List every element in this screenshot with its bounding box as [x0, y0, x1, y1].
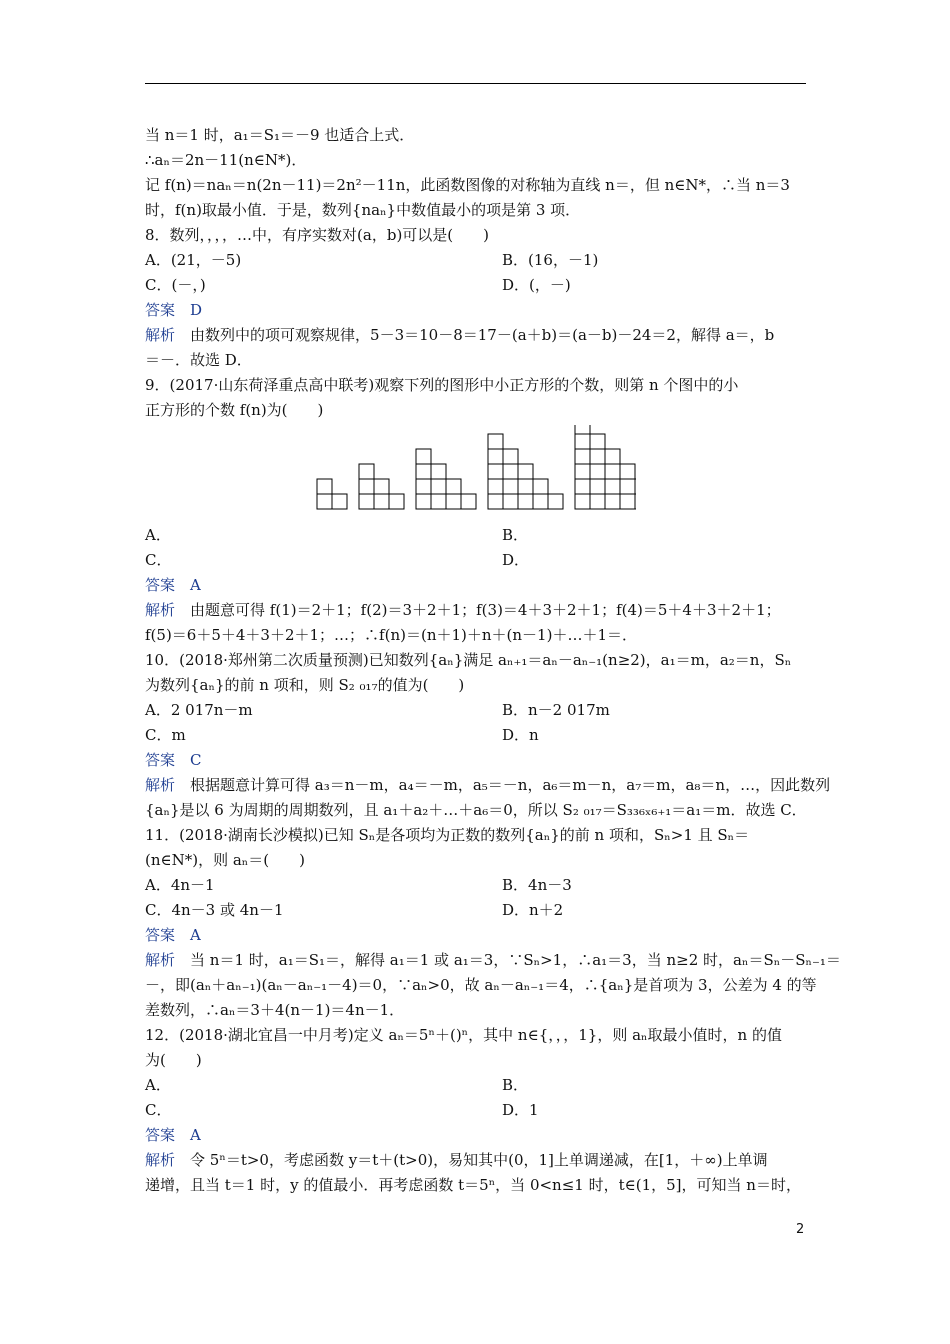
figure-5-square — [605, 494, 620, 509]
figure-5-square — [590, 434, 605, 449]
q9-option-c: C． — [145, 551, 172, 569]
answer-value: A — [190, 1126, 201, 1144]
q8-option-d: D．(，－) — [502, 276, 571, 294]
question-8: 8．数列，，，，…中，有序实数对(a，b)可以是( ) — [145, 226, 489, 244]
text-line: f(5)＝6＋5＋4＋3＋2＋1；…；∴f(n)＝(n＋1)＋n＋(n－1)＋…＋1＝． — [145, 626, 637, 644]
q8-option-c: C．(－，) — [145, 276, 206, 294]
figure-5-square — [605, 464, 620, 479]
q8-analysis — [145, 325, 774, 345]
figure-1-square — [332, 494, 347, 509]
q10-analysis — [145, 775, 830, 795]
figure-5-square — [575, 434, 590, 449]
figure-2-square — [359, 479, 374, 494]
text-line: ∴aₙ＝2n－11(n∈N*)． — [145, 151, 307, 169]
text-line: 当 n＝1 时，a₁＝S₁＝－9 也适合上式． — [145, 126, 415, 144]
text-line: －，即(aₙ＋aₙ₋₁)(aₙ－aₙ₋₁－4)＝0，∵aₙ>0，故 aₙ－aₙ₋₁＝4，∴{aₙ}是首项为 3，公差为 4 的等 — [145, 976, 817, 994]
square-staircase-figure — [316, 425, 636, 515]
figure-3-square — [446, 479, 461, 494]
analysis-label: 解析 — [145, 776, 176, 794]
figure-1-square — [317, 494, 332, 509]
q9-analysis — [145, 600, 781, 620]
q11-answer — [145, 925, 201, 945]
figure-5-square — [635, 494, 636, 509]
analysis-label: 解析 — [145, 1151, 176, 1169]
analysis-label: 解析 — [145, 326, 176, 344]
text-line: 时，f(n)取最小值．于是，数列{naₙ}中数值最小的项是第 3 项． — [145, 201, 581, 219]
answer-value: D — [190, 301, 203, 319]
q8-answer — [145, 300, 202, 320]
text-line: 为数列{aₙ}的前 n 项和，则 S₂ ₀₁₇的值为( ) — [145, 676, 465, 694]
q11-option-b: B．4n－3 — [502, 876, 572, 894]
text-line: 差数列，∴aₙ＝3＋4(n－1)＝4n－1． — [145, 1001, 405, 1019]
q11-option-c: C．4n－3 或 4n－1 — [145, 901, 284, 919]
figure-5-square — [620, 479, 635, 494]
text-line: {aₙ}是以 6 为周期的周期数列，且 a₁＋a₂＋…＋a₆＝0，所以 S₂ ₀₁₇＝S₃₃₆ₓ₆₊₁＝a₁＝m．故选 C． — [145, 801, 807, 819]
figure-5-square — [575, 494, 590, 509]
figure-4-square — [533, 479, 548, 494]
text-line: 递增，且当 t＝1 时，y 的值最小．再考虑函数 t＝5ⁿ，当 0<n≤1 时，t∈(1，5]，可知当 n＝时， — [145, 1176, 801, 1194]
figure-3-square — [416, 494, 431, 509]
figure-4-square — [518, 479, 533, 494]
figure-5-square — [575, 464, 590, 479]
analysis-text: 由数列中的项可观察规律，5－3＝10－8＝17－(a＋b)＝(a－b)－24＝2，解得 a＝，b — [190, 326, 775, 344]
q11-analysis — [145, 950, 841, 970]
figure-5-square — [590, 494, 605, 509]
answer-value: C — [190, 751, 202, 769]
figure-5-square — [605, 479, 620, 494]
text-line: 记 f(n)＝naₙ＝n(2n－11)＝2n²－11n，此函数图像的对称轴为直线 n＝，但 n∈N*，∴当 n＝3 — [145, 176, 790, 194]
answer-label: 答案 — [145, 926, 176, 944]
figure-3-square — [431, 479, 446, 494]
q12-option-b: B． — [502, 1076, 529, 1094]
q9-option-a: A． — [145, 526, 171, 544]
q12-option-a: A． — [145, 1076, 171, 1094]
q10-option-d: D．n — [502, 726, 539, 744]
figure-1-square — [317, 479, 332, 494]
figure-4-square — [518, 464, 533, 479]
answer-label: 答案 — [145, 1126, 176, 1144]
q10-option-a: A．2 017n－m — [145, 701, 253, 719]
header-rule — [145, 83, 806, 84]
answer-value: A — [190, 926, 201, 944]
q10-answer — [145, 750, 202, 770]
figure-4-square — [548, 494, 563, 509]
figure-5-square — [590, 479, 605, 494]
page-number: 2 — [796, 1222, 805, 1237]
figure-4-square — [488, 434, 503, 449]
figure-5-square — [620, 464, 635, 479]
q9-answer — [145, 575, 201, 595]
figure-4-square — [488, 449, 503, 464]
q9-option-d: D． — [502, 551, 530, 569]
q12-option-c: C． — [145, 1101, 172, 1119]
q12-analysis — [145, 1150, 768, 1170]
figure-2-square — [359, 464, 374, 479]
q11-option-a: A．4n－1 — [145, 876, 215, 894]
figure-4-square — [503, 449, 518, 464]
analysis-label: 解析 — [145, 601, 176, 619]
text-line: ＝－．故选 D． — [145, 351, 252, 369]
figure-5-square — [590, 449, 605, 464]
figure-4-square — [518, 494, 533, 509]
question-9: 9．(2017·山东荷泽重点高中联考)观察下列的图形中小正方形的个数，则第 n 个图中的小 — [145, 376, 739, 394]
figure-4-square — [488, 494, 503, 509]
figure-5-square — [575, 425, 590, 434]
figure-3-square — [446, 494, 461, 509]
analysis-text: 令 5ⁿ＝t>0，考虑函数 y＝t＋(t>0)，易知其中(0，1]上单调递减，在[1，＋∞)上单调 — [190, 1151, 768, 1169]
question-10: 10．(2018·郑州第二次质量预测)已知数列{aₙ}满足 aₙ₊₁＝aₙ－aₙ₋₁(n≥2)，a₁＝m，a₂＝n，Sₙ — [145, 651, 792, 669]
figure-4-square — [503, 464, 518, 479]
text-line: 为( ) — [145, 1051, 202, 1069]
figure-4-square — [488, 479, 503, 494]
figure-3-square — [461, 494, 476, 509]
figure-3-square — [431, 494, 446, 509]
figure-3-square — [431, 464, 446, 479]
figure-4-square — [503, 479, 518, 494]
figure-3-square — [416, 464, 431, 479]
figure-4-square — [488, 464, 503, 479]
question-11: 11．(2018·湖南长沙模拟)已知 Sₙ是各项均为正数的数列{aₙ}的前 n 项和，Sₙ>1 且 Sₙ＝ — [145, 826, 750, 844]
answer-label: 答案 — [145, 301, 176, 319]
q8-option-a: A．(21，－5) — [145, 251, 242, 269]
q11-option-d: D．n＋2 — [502, 901, 564, 919]
figure-2-square — [374, 494, 389, 509]
q10-option-b: B．n－2 017m — [502, 701, 610, 719]
q12-option-d: D．1 — [502, 1101, 539, 1119]
figure-4-square — [533, 494, 548, 509]
q9-option-b: B． — [502, 526, 529, 544]
figure-5-square — [605, 449, 620, 464]
analysis-text: 由题意可得 f(1)＝2＋1；f(2)＝3＋2＋1；f(3)＝4＋3＋2＋1；f(4)＝5＋4＋3＋2＋1； — [190, 601, 781, 619]
figure-3-square — [416, 479, 431, 494]
q12-answer — [145, 1125, 201, 1145]
figure-4-square — [503, 494, 518, 509]
answer-label: 答案 — [145, 751, 176, 769]
figure-5-square — [635, 479, 636, 494]
question-12: 12．(2018·湖北宜昌一中月考)定义 aₙ＝5ⁿ＋()ⁿ，其中 n∈{，，，1}，则 aₙ取最小值时，n 的值 — [145, 1026, 782, 1044]
answer-value: A — [190, 576, 201, 594]
answer-label: 答案 — [145, 576, 176, 594]
figure-2-square — [389, 494, 404, 509]
figure-5-square — [620, 494, 635, 509]
analysis-text: 根据题意计算可得 a₃＝n－m，a₄＝－m，a₅＝－n，a₆＝m－n，a₇＝m，a₈＝n，…，因此数列 — [190, 776, 831, 794]
text-line: 正方形的个数 f(n)为( ) — [145, 401, 324, 419]
figure-2-square — [374, 479, 389, 494]
q8-option-b: B．(16，－1) — [502, 251, 599, 269]
figure-5-square — [575, 479, 590, 494]
figure-2-square — [359, 494, 374, 509]
analysis-text: 当 n＝1 时，a₁＝S₁＝，解得 a₁＝1 或 a₁＝3，∵Sₙ>1，∴a₁＝3，当 n≥2 时，aₙ＝Sₙ－Sₙ₋₁＝ — [190, 951, 841, 969]
figure-5-square — [575, 449, 590, 464]
text-line: (n∈N*)，则 aₙ＝( ) — [145, 851, 305, 869]
figure-3-square — [416, 449, 431, 464]
q10-option-c: C．m — [145, 726, 186, 744]
figure-5-square — [590, 464, 605, 479]
analysis-label: 解析 — [145, 951, 176, 969]
